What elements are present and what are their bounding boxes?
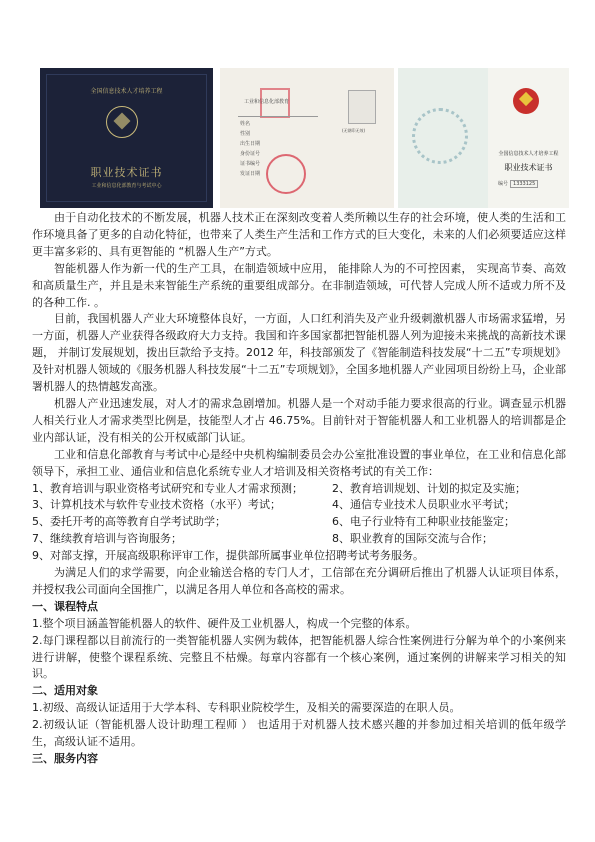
field-name: 姓名 [240,121,251,127]
certificate-open-page [398,68,569,208]
cover-issuer: 工业和信息化部教育与考试中心 [91,183,162,189]
national-emblem-color-icon [513,88,539,114]
cover-org: 全国信息技术人才培养工程 [90,88,163,95]
certificate-cover [40,68,213,208]
cover-title: 职业技术证书 [90,166,163,179]
duty-9: 9、对部支撑，开展高级职称评审工作，提供部所属事业单位招聘考试考务服务。 [32,549,424,563]
section-item: 1.初级、高级认证适用于大学本科、专科职业院校学生，及相关的需要深造的在职人员。 [32,701,461,715]
field-cert-no: 证书编号 [240,161,261,167]
issuer-line: 工业和信息化部教育 [244,99,290,105]
photo-placeholder [348,90,376,124]
paragraph: 由于自动化技术的不断发展，机器人技术正在深刻改变着人类所赖以生存的社会环境，使人类的生活和工作环境具备了更多的自动化特征，也带来了人类生产生活和工作方式的巨大变化，未来的人们必须要适应这样更丰富多彩的、具有更智能的 “机器人生产”方式。 [32,211,566,258]
section-item: 1.整个项目涵盖智能机器人的软件、硬件及工业机器人，构成一个完整的体系。 [32,616,417,630]
duty-row: 5、委托开考的高等教育自学考试助学； 6、电子行业特有工种职业技能鉴定； [32,515,515,529]
duty-row: 1、教育培训与职业资格考试研究和专业人才需求预测； 2、教育培训规划、计划的拟定及实施； [32,481,526,495]
section-heading: 二、适用对象 [32,684,98,698]
guilloche-pattern-icon [412,108,468,164]
duty-row: 3、计算机技术与软件专业技术资格（水平）考试； 4、通信专业技术人员职业水平考试； [32,498,515,512]
certificate-photos [40,68,569,208]
photo-label: (无钢印无效) [342,128,366,133]
paragraph: 目前，我国机器人产业大环境整体良好，一方面，人口红利消失及产业升级刺激机器人市场需求猛增，另一方面，机器人产业获得各级政府大力支持。我国和许多国家都把智能机器人列为迎接未来挑战的高新技术课题， 并制订发展规划，拨出巨款给予支持。2012 年，科技部颁发了《智能制造科技发展“十二五”专项规划》及针对机器人领域的《服务机器人科技发展“十二五”专项规划》，全国多地机器人产业园项目纷纷上马，企业部署机器人的热情越发高涨。 [32,312,566,394]
field-id: 身份证号 [240,151,261,157]
section-heading: 一、课程特点 [32,599,98,613]
section-item: 2.每门课程都以目前流行的一类智能机器人实例为载体，把智能机器人综合性案例进行分解为单个的小案例来进行讲解，使整个课程系统、完整且不枯燥。每章内容都有一个核心案例，通过案例的讲解来学习相关的知识。 [32,633,566,681]
national-emblem-icon [106,106,138,138]
field-gender: 性别 [240,131,251,137]
duty-row: 7、继续教育培训与咨询服务； 8、职业教育的国际交流与合作； [32,532,493,546]
section-heading: 三、服务内容 [32,752,98,765]
document-body [32,210,566,768]
cert-number: 编号 1333125 [498,180,538,188]
paragraph: 机器人产业迅速发展，对人才的需求急剧增加。机器人是一个对动手能力要求很高的行业。调查显示机器人相关行业人才需求类型比例是，技能型人才占 46.75%。目前针对于智能机器人和工业机器人的培训都是企业内部认证，没有相关的公开权威部门认证。 [32,396,566,444]
closing-paragraph: 为满足人们的求学需要，向企业输送合格的专门人才，工信部在充分调研后推出了机器人认证项目体系，并授权我公司面向全国推广，以满足各用人单位和各高校的需求。 [32,566,566,596]
section-item: 2.初级认证（智能机器人设计助理工程师 ） 也适用于对机器人技术感兴趣的并参加过相关培训的低年级学生，高级认证不适用。 [32,718,566,749]
field-issue-date: 发证日期 [240,171,261,177]
round-seal-icon [266,154,306,194]
open-page-org: 全国信息技术人才培养工程 [498,151,559,157]
field-birth: 出生日期 [240,141,261,147]
certificate-inner-page [220,68,394,208]
open-page-title: 职业技术证书 [504,163,553,172]
paragraph: 工业和信息化部教育与考试中心是经中央机构编制委员会办公室批准设置的事业单位，在工业和信息化部领导下，承担工业、通信业和信息化系统专业人才培训及相关资格考试的有关工作： [32,447,566,478]
paragraph: 智能机器人作为新一代的生产工具，在制造领域中应用， 能排除人为的不可控因素， 实现高节奏、高效和高质量生产，并且是未来智能生产系统的重要组成部分。在非制造领域，可代替人完成人所不适或力所不及的各种工作. 。 [32,261,566,309]
